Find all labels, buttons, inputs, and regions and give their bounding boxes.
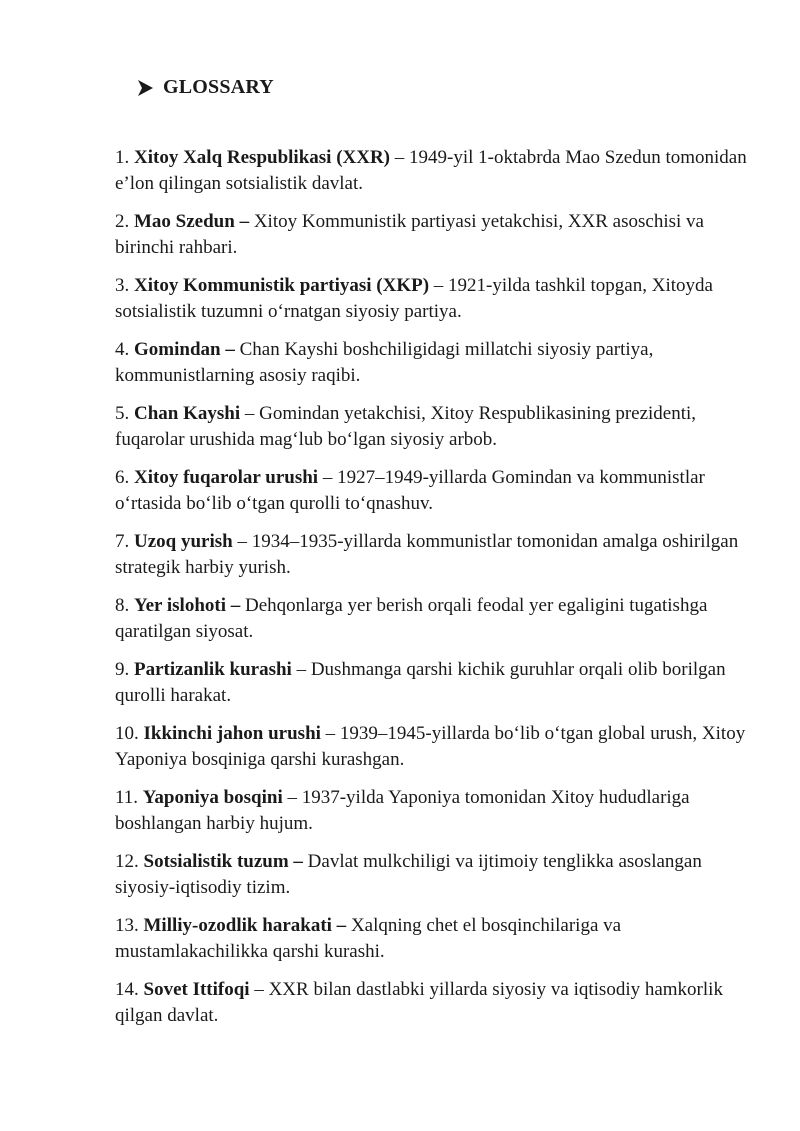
entry-definition: Chan Kayshi boshchiligidagi millatchi siyosiy partiya, kommunistlarning asosiy raqibi. <box>115 339 654 386</box>
entry-term: Sotsialistik tuzum – <box>143 851 303 872</box>
entry-number: 8. <box>115 595 130 616</box>
arrowhead-bullet-icon <box>137 79 154 97</box>
entry-separator: – <box>249 979 269 1000</box>
glossary-entry <box>115 401 755 453</box>
glossary-entry <box>115 849 755 901</box>
glossary-title: GLOSSARY <box>163 76 274 98</box>
entry-term: Sovet Ittifoqi <box>143 979 250 1000</box>
entry-term: Yer islohoti – <box>134 595 241 616</box>
entry-number: 14. <box>115 979 139 1000</box>
entry-term: Xitoy fuqarolar urushi <box>134 467 319 488</box>
glossary-entry <box>115 593 755 645</box>
entry-definition: 1937-yilda Yaponiya tomonidan Xitoy hududlariga boshlangan harbiy hujum. <box>115 787 690 834</box>
entry-definition: Xalqning chet el bosqinchilariga va mustamlakachilikka qarshi kurashi. <box>115 915 622 962</box>
entry-number: 7. <box>115 531 130 552</box>
entry-definition: 1921-yilda tashkil topgan, Xitoyda sotsialistik tuzumni oʻrnatgan siyosiy partiya. <box>115 275 713 322</box>
entry-number: 3. <box>115 275 130 296</box>
glossary-entry <box>115 913 755 965</box>
entry-definition: 1927–1949-yillarda Gomindan va kommunistlar oʻrtasida boʻlib oʻtgan qurolli toʻqnashuv. <box>115 467 705 514</box>
glossary-list <box>115 145 755 1041</box>
entry-separator: – <box>282 787 302 808</box>
entry-term: Ikkinchi jahon urushi <box>143 723 321 744</box>
entry-separator: – <box>320 723 340 744</box>
glossary-entry <box>115 529 755 581</box>
glossary-heading <box>137 76 274 99</box>
entry-term: Gomindan – <box>134 339 235 360</box>
entry-term: Chan Kayshi <box>134 403 241 424</box>
glossary-entry <box>115 465 755 517</box>
glossary-entry <box>115 273 755 325</box>
entry-term: Mao Szedun – <box>134 211 250 232</box>
entry-number: 5. <box>115 403 130 424</box>
entry-number: 2. <box>115 211 130 232</box>
entry-number: 1. <box>115 147 130 168</box>
entry-separator: – <box>390 147 410 168</box>
entry-definition: 1934–1935-yillarda kommunistlar tomonidan amalga oshirilgan strategik harbiy yurish. <box>115 531 739 578</box>
entry-number: 10. <box>115 723 139 744</box>
entry-separator: – <box>429 275 449 296</box>
entry-definition: Xitoy Kommunistik partiyasi yetakchisi, XXR asoschisi va birinchi rahbari. <box>115 211 704 258</box>
entry-definition: Dehqonlarga yer berish orqali feodal yer egaligini tugatishga qaratilgan siyosat. <box>115 595 708 642</box>
entry-definition: Davlat mulkchiligi va ijtimoiy tenglikka asoslangan siyosiy-iqtisodiy tizim. <box>115 851 702 898</box>
glossary-entry <box>115 721 755 773</box>
entry-term: Milliy-ozodlik harakati – <box>143 915 347 936</box>
glossary-entry <box>115 145 755 197</box>
entry-definition: 1949-yil 1-oktabrda Mao Szedun tomonidan e’lon qilingan sotsialistik davlat. <box>115 147 747 194</box>
entry-definition: Dushmanga qarshi kichik guruhlar orqali olib borilgan qurolli harakat. <box>115 659 726 706</box>
entry-number: 13. <box>115 915 139 936</box>
entry-definition: Gomindan yetakchisi, Xitoy Respublikasining prezidenti, fuqarolar urushida magʻlub boʻlgan siyosiy arbob. <box>115 403 697 450</box>
entry-term: Xitoy Kommunistik partiyasi (XKP) <box>134 275 430 296</box>
entry-number: 6. <box>115 467 130 488</box>
entry-term: Uzoq yurish <box>134 531 233 552</box>
entry-number: 11. <box>115 787 139 808</box>
entry-separator: – <box>240 403 260 424</box>
glossary-entry <box>115 657 755 709</box>
entry-separator: – <box>291 659 311 680</box>
glossary-entry <box>115 209 755 261</box>
entry-separator: – <box>318 467 338 488</box>
entry-number: 4. <box>115 339 130 360</box>
entry-definition: 1939–1945-yillarda boʻlib oʻtgan global urush, Xitoy Yaponiya bosqiniga qarshi kurashgan. <box>115 723 746 770</box>
entry-term: Xitoy Xalq Respublikasi (XXR) <box>134 147 391 168</box>
entry-number: 9. <box>115 659 130 680</box>
entry-number: 12. <box>115 851 139 872</box>
entry-definition: XXR bilan dastlabki yillarda siyosiy va iqtisodiy hamkorlik qilgan davlat. <box>115 979 723 1026</box>
glossary-entry <box>115 337 755 389</box>
entry-separator: – <box>232 531 252 552</box>
glossary-entry <box>115 977 755 1029</box>
entry-term: Yaponiya bosqini <box>142 787 283 808</box>
glossary-entry <box>115 785 755 837</box>
entry-term: Partizanlik kurashi <box>134 659 292 680</box>
